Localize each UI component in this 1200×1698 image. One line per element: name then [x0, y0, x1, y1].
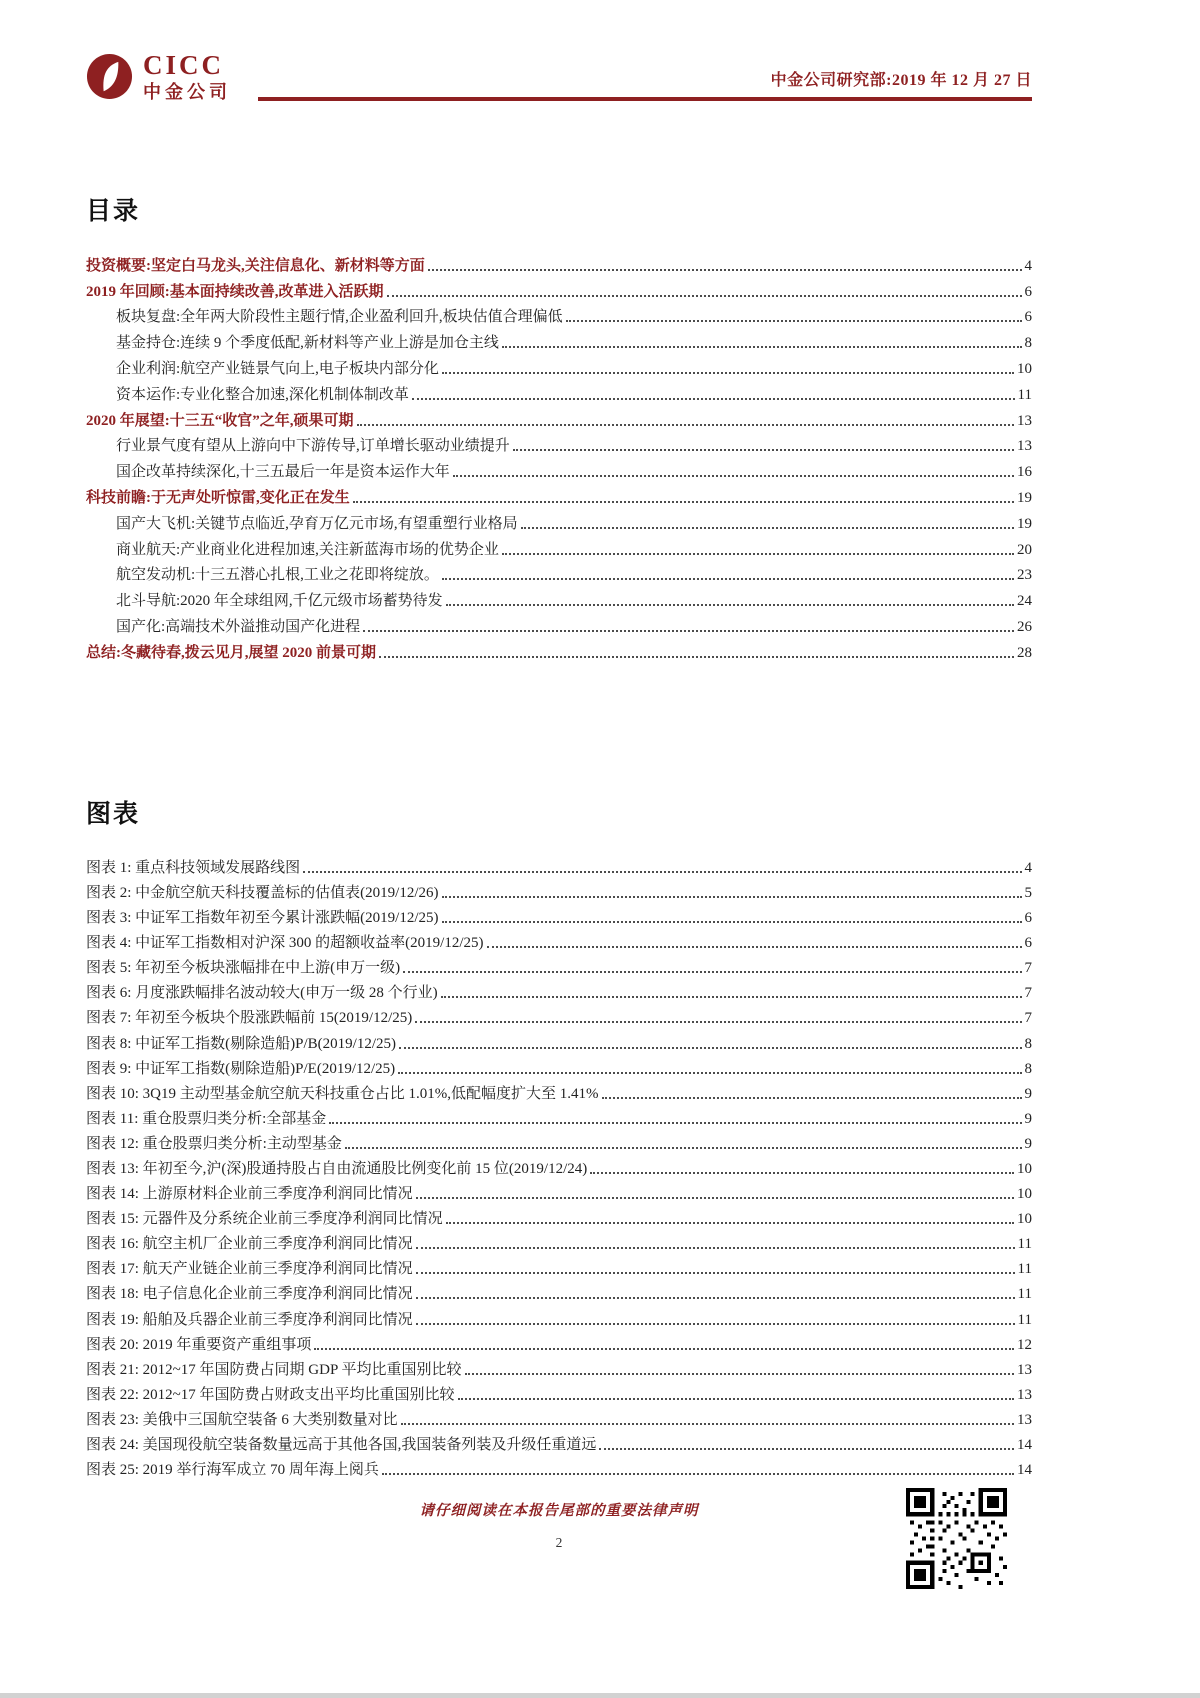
research-dept-date: 中金公司研究部:2019 年 12 月 27 日 — [770, 72, 1032, 89]
dot-leader — [329, 1122, 1021, 1124]
figure-entry-page: 13 — [1017, 1361, 1032, 1378]
figure-entry-label: 图表 15: 元器件及分系统企业前三季度净利润同比情况 — [86, 1211, 443, 1228]
toc-entry-label: 国产大飞机:关键节点临近,孕育万亿元市场,有望重塑行业格局 — [116, 515, 518, 532]
figure-entry-page: 4 — [1024, 859, 1032, 876]
dot-leader — [303, 871, 1021, 873]
figure-entry-label: 图表 10: 3Q19 主动型基金航空航天科技重仓占比 1.01%,低配幅度扩大至 1.41% — [86, 1085, 599, 1102]
figure-entry-page: 11 — [1017, 1236, 1032, 1253]
toc-entry[interactable] — [86, 277, 1032, 303]
toc-entry[interactable] — [86, 638, 1032, 664]
figure-entry-label: 图表 4: 中证军工指数相对沪深 300 的超额收益率(2019/12/25) — [86, 935, 484, 952]
figure-entry-page: 14 — [1017, 1437, 1032, 1453]
figure-entry-page: 9 — [1024, 1135, 1032, 1152]
dot-leader — [521, 527, 1014, 529]
dot-leader — [590, 1172, 1014, 1174]
figure-entry-page: 6 — [1024, 910, 1032, 927]
toc-entry-page: 23 — [1017, 567, 1032, 584]
figure-entry-label: 图表 5: 年初至今板块涨幅排在中上游(申万一级) — [86, 960, 401, 977]
dot-leader — [416, 1247, 1015, 1249]
figure-entry-page: 13 — [1017, 1411, 1032, 1428]
dot-leader — [387, 295, 1022, 297]
dot-leader — [442, 578, 1014, 580]
toc-entry[interactable] — [86, 354, 1032, 380]
toc-entry[interactable] — [86, 328, 1032, 354]
dot-leader — [416, 1297, 1015, 1299]
figure-entry[interactable] — [86, 1356, 1032, 1381]
figure-entry[interactable] — [86, 1431, 1032, 1456]
cicc-logo — [86, 52, 258, 101]
toc-entry-page: 10 — [1017, 360, 1032, 377]
toc-entry-label: 投资概要:坚定白马龙头,关注信息化、新材料等方面 — [86, 257, 425, 274]
toc-entry-page: 13 — [1017, 438, 1032, 455]
toc-entry-label: 资本运作:专业化整合加速,深化机制体制改革 — [116, 386, 409, 403]
figure-entry-page: 6 — [1024, 935, 1032, 952]
figure-entry-label: 图表 18: 电子信息化企业前三季度净利润同比情况 — [86, 1286, 413, 1303]
dot-leader — [458, 1398, 1014, 1400]
figure-entry-label: 图表 14: 上游原材料企业前三季度净利润同比情况 — [86, 1186, 413, 1203]
dot-leader — [513, 449, 1014, 451]
figure-entry[interactable] — [86, 879, 1032, 904]
toc-entry[interactable] — [86, 509, 1032, 535]
figure-entry[interactable] — [86, 1331, 1032, 1356]
logo-chinese-text: 中金公司 — [143, 82, 231, 102]
dot-leader — [416, 1323, 1015, 1325]
toc-entry-label: 总结:冬藏待春,拨云见月,展望 2020 前景可期 — [86, 644, 376, 661]
dot-leader — [442, 896, 1022, 898]
toc-entry-page: 16 — [1017, 464, 1032, 481]
toc-entry-label: 科技前瞻:于无声处听惊雷,变化正在发生 — [86, 489, 350, 506]
header-right-block — [258, 67, 1032, 101]
dot-leader — [416, 1272, 1015, 1274]
toc-entry-page: 11 — [1017, 386, 1032, 403]
dot-leader — [398, 1072, 1021, 1074]
figure-entry-page: 5 — [1024, 884, 1032, 901]
dot-leader — [416, 1197, 1014, 1199]
figure-entry[interactable] — [86, 904, 1032, 929]
figure-entry[interactable] — [86, 1381, 1032, 1406]
toc-entry[interactable] — [86, 303, 1032, 329]
toc-entry-page: 8 — [1024, 335, 1032, 352]
toc-entry-page: 26 — [1017, 618, 1032, 635]
toc-entry-page: 24 — [1017, 593, 1032, 610]
figure-entry-label: 图表 21: 2012~17 年国防费占同期 GDP 平均比重国别比较 — [86, 1361, 462, 1378]
figure-entry[interactable] — [86, 1456, 1032, 1481]
qr-code — [906, 1488, 1007, 1589]
toc-entry[interactable] — [86, 586, 1032, 612]
figure-entry-page: 9 — [1024, 1085, 1032, 1102]
figure-entry-page: 9 — [1024, 1110, 1032, 1127]
figure-entry-page: 14 — [1017, 1462, 1032, 1479]
figure-entry-page: 11 — [1017, 1286, 1032, 1303]
figure-entry-page: 7 — [1024, 985, 1032, 1002]
figure-entry-page: 10 — [1017, 1186, 1032, 1203]
toc-entry-label: 2020 年展望:十三五“收官”之年,硕果可期 — [86, 412, 354, 429]
figures-title: 图表 — [86, 800, 141, 828]
dot-leader — [453, 475, 1014, 477]
dot-leader — [412, 398, 1015, 400]
toc-entry[interactable] — [86, 406, 1032, 432]
logo-text-block — [143, 52, 231, 101]
toc-list — [86, 251, 1032, 664]
figure-entry-label: 图表 7: 年初至今板块个股涨跌幅前 15(2019/12/25) — [86, 1010, 413, 1027]
figure-entry-page: 10 — [1017, 1160, 1032, 1177]
toc-entry-page: 6 — [1024, 309, 1032, 326]
toc-entry-page: 19 — [1017, 489, 1032, 506]
figure-entry-page: 7 — [1024, 1010, 1032, 1027]
figure-entry-label: 图表 16: 航空主机厂企业前三季度净利润同比情况 — [86, 1236, 413, 1253]
figure-entry-label: 图表 1: 重点科技领域发展路线图 — [86, 859, 301, 876]
figure-entry[interactable] — [86, 954, 1032, 979]
toc-entry[interactable] — [86, 380, 1032, 406]
dot-leader — [379, 656, 1014, 658]
toc-entry-page: 13 — [1017, 412, 1032, 429]
toc-entry-page: 4 — [1024, 257, 1032, 274]
toc-entry-label: 板块复盘:全年两大阶段性主题行情,企业盈利回升,板块估值合理偏低 — [116, 309, 563, 326]
figure-entry[interactable] — [86, 1180, 1032, 1205]
dot-leader — [353, 501, 1014, 503]
page-footer — [86, 1499, 1032, 1551]
toc-entry[interactable] — [86, 432, 1032, 458]
figure-entry-label: 图表 22: 2012~17 年国防费占财政支出平均比重国别比较 — [86, 1386, 455, 1403]
header-divider — [258, 97, 1032, 101]
toc-entry-page: 19 — [1017, 515, 1032, 532]
dot-leader — [382, 1473, 1014, 1475]
figure-entry[interactable] — [86, 1406, 1032, 1431]
figure-entry-page: 11 — [1017, 1311, 1032, 1328]
toc-entry-label: 北斗导航:2020 年全球组网,千亿元级市场蓄势待发 — [116, 593, 443, 610]
toc-entry[interactable] — [86, 561, 1032, 587]
figure-entry-page: 7 — [1024, 960, 1032, 977]
figure-entry[interactable] — [86, 1004, 1032, 1029]
toc-entry-label: 基金持仓:连续 9 个季度低配,新材料等产业上游是加仓主线 — [116, 335, 499, 352]
logo-cicc-text: CICC — [143, 50, 225, 80]
page-number: 2 — [555, 1535, 563, 1550]
figure-entry-label: 图表 17: 航天产业链企业前三季度净利润同比情况 — [86, 1261, 413, 1278]
dot-leader — [442, 921, 1022, 923]
dot-leader — [357, 424, 1015, 426]
dot-leader — [446, 1222, 1014, 1224]
figure-entry-page: 13 — [1017, 1386, 1032, 1403]
toc-entry-label: 行业景气度有望从上游向中下游传导,订单增长驱动业绩提升 — [116, 438, 510, 455]
dot-leader — [415, 1021, 1021, 1023]
dot-leader — [446, 604, 1014, 606]
toc-entry-label: 企业利润:航空产业链景气向上,电子板块内部分化 — [116, 360, 439, 377]
figure-entry[interactable] — [86, 1130, 1032, 1155]
dot-leader — [602, 1097, 1022, 1099]
dot-leader — [314, 1348, 1014, 1350]
dot-leader — [502, 553, 1014, 555]
toc-entry[interactable] — [86, 612, 1032, 638]
figure-entry-label: 图表 8: 中证军工指数(剔除造船)P/B(2019/12/25) — [86, 1035, 396, 1052]
figure-entry[interactable] — [86, 1205, 1032, 1230]
figures-list — [86, 854, 1032, 1481]
page-header — [86, 52, 1032, 101]
dot-leader — [566, 320, 1022, 322]
toc-title: 目录 — [86, 198, 141, 225]
cicc-logo-icon — [86, 53, 133, 100]
toc-entry-page: 20 — [1017, 541, 1032, 558]
dot-leader — [442, 372, 1014, 374]
dot-leader — [441, 996, 1022, 998]
figure-entry[interactable] — [86, 1155, 1032, 1180]
dot-leader — [502, 346, 1022, 348]
figure-entry[interactable] — [86, 854, 1032, 879]
toc-entry-page: 28 — [1017, 644, 1032, 661]
figure-entry[interactable] — [86, 1105, 1032, 1130]
legal-disclaimer: 请仔细阅读在本报告尾部的重要法律声明 — [419, 1503, 699, 1519]
dot-leader — [399, 1047, 1022, 1049]
page-bottom-edge — [0, 1693, 1200, 1698]
toc-entry[interactable] — [86, 483, 1032, 509]
toc-entry-page: 6 — [1024, 283, 1032, 300]
dot-leader — [401, 1423, 1014, 1425]
figure-entry[interactable] — [86, 979, 1032, 1004]
figure-entry-label: 图表 6: 月度涨跌幅排名波动较大(申万一级 28 个行业) — [86, 985, 438, 1002]
figure-entry-page: 10 — [1017, 1211, 1032, 1228]
dot-leader — [428, 269, 1022, 271]
dot-leader — [363, 630, 1014, 632]
figure-entry-label: 图表 23: 美俄中三国航空装备 6 大类别数量对比 — [86, 1411, 398, 1428]
dot-leader — [403, 971, 1021, 973]
dot-leader — [599, 1448, 1014, 1450]
figure-entry-label: 图表 20: 2019 年重要资产重组事项 — [86, 1336, 312, 1353]
toc-entry-label: 2019 年回顾:基本面持续改善,改革进入活跃期 — [86, 283, 384, 300]
toc-entry[interactable] — [86, 535, 1032, 561]
dot-leader — [487, 946, 1022, 948]
toc-entry-label: 航空发动机:十三五潜心扎根,工业之花即将绽放。 — [116, 567, 439, 584]
dot-leader — [345, 1147, 1022, 1149]
figure-entry[interactable] — [86, 929, 1032, 954]
figure-entry[interactable] — [86, 1080, 1032, 1105]
figure-entry-page: 12 — [1017, 1336, 1032, 1353]
figure-entry-label: 图表 3: 中证军工指数年初至今累计涨跌幅(2019/12/25) — [86, 910, 439, 927]
figure-entry-page: 8 — [1024, 1035, 1032, 1052]
toc-entry-label: 国产化:高端技术外溢推动国产化进程 — [116, 618, 361, 635]
figure-entry[interactable] — [86, 1305, 1032, 1330]
figure-entry-page: 8 — [1024, 1060, 1032, 1077]
figure-entry-label: 图表 11: 重仓股票归类分析:全部基金 — [86, 1110, 327, 1127]
figure-entry-label: 图表 24: 美国现役航空装备数量远高于其他各国,我国装备列装及升级任重道远 — [86, 1437, 597, 1453]
toc-entry[interactable] — [86, 457, 1032, 483]
figure-entry-page: 11 — [1017, 1261, 1032, 1278]
figure-entry-label: 图表 2: 中金航空航天科技覆盖标的估值表(2019/12/26) — [86, 884, 439, 901]
figure-entry-label: 图表 12: 重仓股票归类分析:主动型基金 — [86, 1135, 342, 1152]
toc-entry[interactable] — [86, 251, 1032, 277]
figure-entry[interactable] — [86, 1280, 1032, 1305]
figure-entry-label: 图表 19: 船舶及兵器企业前三季度净利润同比情况 — [86, 1311, 413, 1328]
figure-entry[interactable] — [86, 1255, 1032, 1280]
figure-entry[interactable] — [86, 1029, 1032, 1054]
figure-entry-label: 图表 13: 年初至今,沪(深)股通持股占自由流通股比例变化前 15 位(2019/12/24) — [86, 1160, 588, 1177]
toc-entry-label: 商业航天:产业商业化进程加速,关注新蓝海市场的优势企业 — [116, 541, 499, 558]
toc-entry-label: 国企改革持续深化,十三五最后一年是资本运作大年 — [116, 464, 450, 481]
figure-entry[interactable] — [86, 1230, 1032, 1255]
figure-entry[interactable] — [86, 1055, 1032, 1080]
figure-entry-label: 图表 9: 中证军工指数(剔除造船)P/E(2019/12/25) — [86, 1060, 396, 1077]
dot-leader — [465, 1373, 1015, 1375]
figure-entry-label: 图表 25: 2019 举行海军成立 70 周年海上阅兵 — [86, 1462, 379, 1479]
